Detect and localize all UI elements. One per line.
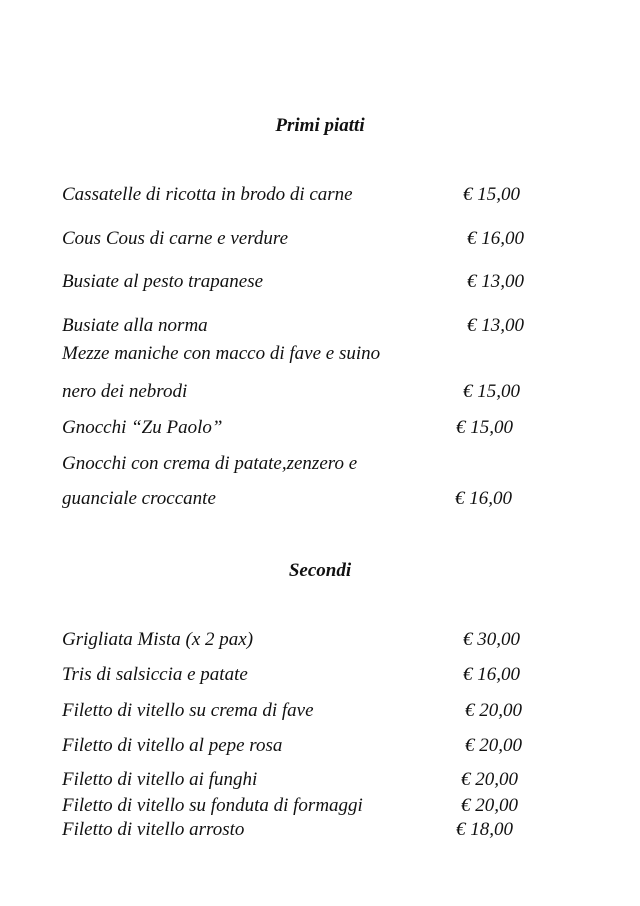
menu-item-price: € 16,00 xyxy=(463,664,520,685)
section-title-secondi: Secondi xyxy=(288,560,352,581)
menu-item-name: Filetto di vitello su crema di fave xyxy=(62,700,314,721)
menu-item-name: Grigliata Mista (x 2 pax) xyxy=(62,629,254,650)
menu-item-price: € 30,00 xyxy=(463,629,520,650)
menu-item-name: Tris di salsiccia e patate xyxy=(62,664,248,685)
menu-item-price: € 20,00 xyxy=(461,769,518,790)
menu-item-name: Filetto di vitello arrosto xyxy=(62,819,245,840)
menu-item-price: € 20,00 xyxy=(465,700,522,721)
menu-item-name-continued: guanciale croccante xyxy=(62,488,216,509)
menu-item-name: Busiate alla norma xyxy=(62,315,208,336)
menu-item-price: € 18,00 xyxy=(456,819,513,840)
menu-item-price: € 13,00 xyxy=(467,315,524,336)
menu-item-name: Gnocchi “Zu Paolo” xyxy=(62,417,223,438)
menu-item-name: Cous Cous di carne e verdure xyxy=(62,228,289,249)
menu-item-price: € 15,00 xyxy=(463,184,520,205)
menu-item-price: € 13,00 xyxy=(467,271,524,292)
menu-item-price: € 15,00 xyxy=(463,381,520,402)
menu-item-name: Busiate al pesto trapanese xyxy=(62,271,264,292)
menu-item-name-continued: nero dei nebrodi xyxy=(62,381,188,402)
menu-item-name: Cassatelle di ricotta in brodo di carne xyxy=(62,184,353,205)
menu-item-price: € 16,00 xyxy=(467,228,524,249)
menu-item-name: Mezze maniche con macco di fave e suino xyxy=(62,343,381,364)
menu-item-price: € 20,00 xyxy=(461,795,518,816)
menu-item-price: € 20,00 xyxy=(465,735,522,756)
menu-item-price: € 16,00 xyxy=(455,488,512,509)
menu-item-price: € 15,00 xyxy=(456,417,513,438)
menu-item-name: Filetto di vitello su fonduta di formaggi xyxy=(62,795,363,816)
section-title-primi: Primi piatti xyxy=(275,115,365,136)
menu-item-name: Gnocchi con crema di patate,zenzero e xyxy=(62,453,358,474)
menu-item-name: Filetto di vitello ai funghi xyxy=(62,769,258,790)
menu-item-name: Filetto di vitello al pepe rosa xyxy=(62,735,283,756)
